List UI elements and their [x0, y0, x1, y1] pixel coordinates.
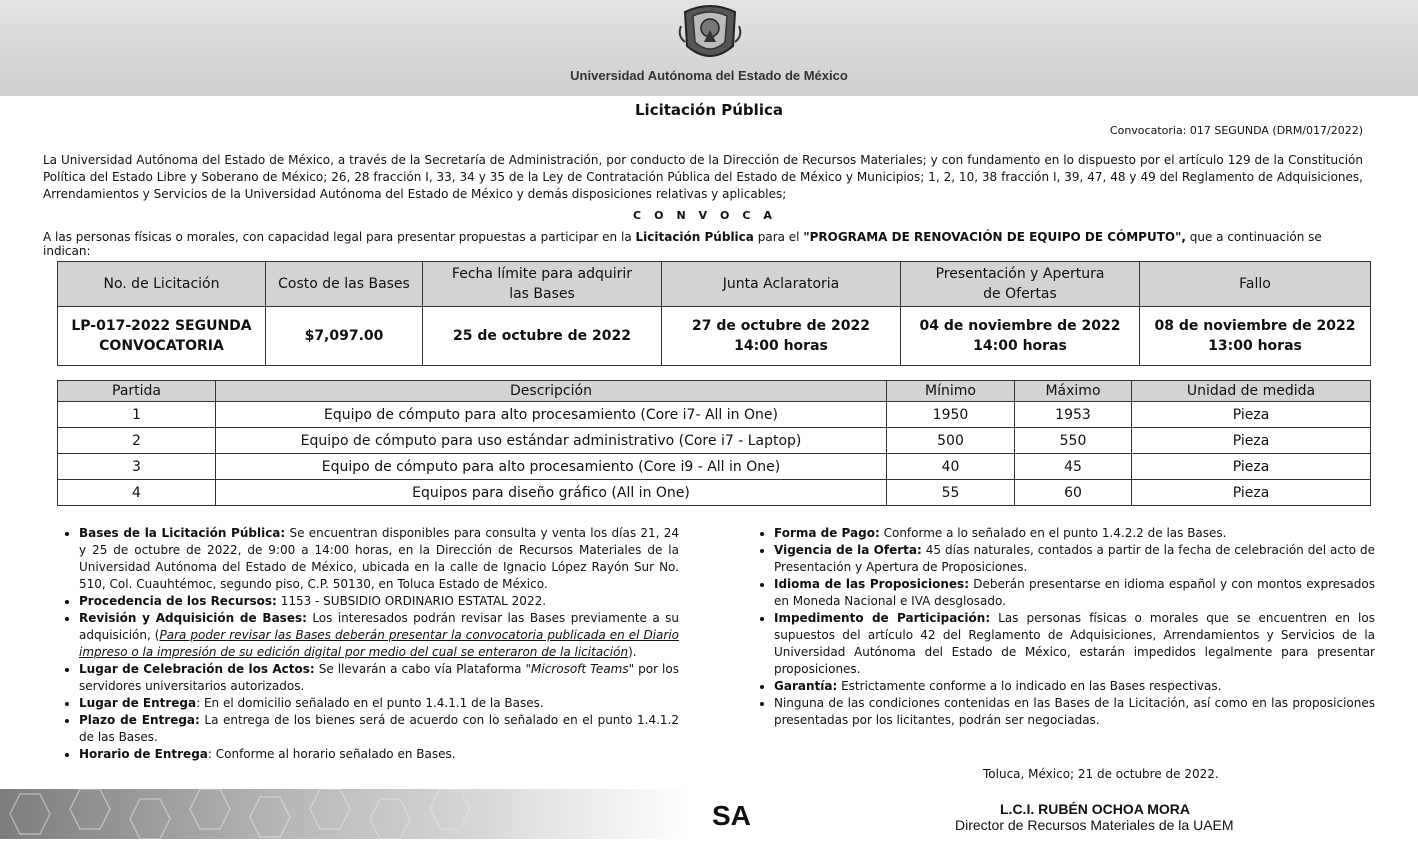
header-costo: Costo de las Bases — [266, 262, 423, 307]
conditions-list-right — [757, 525, 1375, 729]
cell-costo: $7,097.00 — [266, 307, 423, 366]
place-date: Toluca, México; 21 de octubre de 2022. — [983, 767, 1219, 781]
cell-descripcion: Equipo de cómputo para uso estándar administrativo (Core i7 - Laptop) — [216, 428, 887, 454]
cell-maximo: 550 — [1015, 428, 1132, 454]
cell-presentacion: 04 de noviembre de 2022 14:00 horas — [901, 307, 1140, 366]
sa-logo: SA — [712, 800, 751, 831]
table-row — [58, 428, 1371, 454]
table-row — [58, 480, 1371, 506]
cell-junta: 27 de octubre de 2022 14:00 horas — [662, 307, 901, 366]
cell-descripcion: Equipos para diseño gráfico (All in One) — [216, 480, 887, 506]
signer-title: Director de Recursos Materiales de la UAEM — [955, 817, 1234, 833]
list-item: • Plazo de Entrega: La entrega de los bienes será de acuerdo con lo señalado en el punto 1.4.1.2 de las Bases. — [79, 712, 679, 746]
list-item: • Horario de Entrega: Conforme al horario señalado en Bases. — [79, 746, 679, 763]
header-minimo: Mínimo — [887, 381, 1015, 402]
university-name: Universidad Autónoma del Estado de México — [570, 68, 848, 83]
cell-fallo: 08 de noviembre de 2022 13:00 horas — [1140, 307, 1371, 366]
cell-unidad: Pieza — [1132, 454, 1371, 480]
list-item: • Garantía: Estrictamente conforme a lo indicado en las Bases respectivas. — [774, 678, 1375, 695]
table-row — [58, 402, 1371, 428]
convoca-heading: CONVOCA — [633, 209, 785, 222]
cell-unidad: Pieza — [1132, 402, 1371, 428]
list-item: • Ninguna de las condiciones contenidas en las Bases de la Licitación, así como en las proposiciones presentadas por los licitantes, podrán ser negociadas. — [774, 695, 1375, 729]
schedule-header-row — [58, 262, 1371, 307]
header-maximo: Máximo — [1015, 381, 1132, 402]
cell-partida: 4 — [58, 480, 216, 506]
university-seal-icon — [677, 2, 743, 64]
header-descripcion: Descripción — [216, 381, 887, 402]
intro-paragraph: La Universidad Autónoma del Estado de México, a través de la Secretaría de Administración, por conducto de la Dirección de Recursos Materiales; y con fundamento en lo dispuesto por el artículo 129 de la Constitución Política del Estado Libre y Soberano de México; 26, 28 fracción I, 33, 34 y 35 de la Ley de Contratación Pública del Estado de México y Municipios; 1, 2, 10, 38 fracción I, 39, 47, 48 y 49 del Reglamento de Adquisiciones, Arrendamientos y Servicios de la Universidad Autónoma del Estado de México y demás disposiciones relativas y aplicables; — [43, 153, 1363, 201]
conditions-list-left — [62, 525, 679, 763]
signer-name: L.C.I. RUBÉN OCHOA MORA — [1000, 801, 1191, 817]
list-item: • Impedimento de Participación: Las personas físicas o morales que se encuentren en los supuestos del artículo 42 del Reglamento de Adquisiciones, Arrendamientos y Servicios de la Universidad Autónoma del Estado de México, estarán impedidos legalmente para presentar proposiciones. — [774, 610, 1375, 678]
list-item: • Forma de Pago: Conforme a lo señalado en el punto 1.4.2.2 de las Bases. — [774, 525, 1375, 542]
cell-maximo: 1953 — [1015, 402, 1132, 428]
cell-maximo: 45 — [1015, 454, 1132, 480]
hexagon-pattern-icon — [0, 789, 690, 839]
header-fecha: Fecha límite para adquirir las Bases — [423, 262, 662, 307]
invite-paragraph: A las personas físicas o morales, con capacidad legal para presentar propuestas a participar en la Licitación Pública para el "PROGRAMA DE RENOVACIÓN DE EQUIPO DE CÓMPUTO", que a continuación se indican: — [43, 230, 1322, 258]
header-presentacion: Presentación y Apertura de Ofertas — [901, 262, 1140, 307]
header-fallo: Fallo — [1140, 262, 1371, 307]
table-row — [58, 454, 1371, 480]
cell-maximo: 60 — [1015, 480, 1132, 506]
cell-descripcion: Equipo de cómputo para alto procesamiento (Core i9 - All in One) — [216, 454, 887, 480]
items-header-row — [58, 381, 1371, 402]
cell-unidad: Pieza — [1132, 480, 1371, 506]
header-num: No. de Licitación — [58, 262, 266, 307]
cell-minimo: 55 — [887, 480, 1015, 506]
list-item: • Idioma de las Proposiciones: Deberán presentarse en idioma español y con montos expresados en Moneda Nacional e IVA desglosado. — [774, 576, 1375, 610]
header-banner — [0, 0, 1418, 96]
schedule-table — [57, 261, 1371, 366]
cell-partida: 3 — [58, 454, 216, 480]
cell-minimo: 500 — [887, 428, 1015, 454]
list-item: • Vigencia de la Oferta: 45 días naturales, contados a partir de la fecha de celebración del acto de Presentación y Apertura de Proposiciones. — [774, 542, 1375, 576]
cell-minimo: 40 — [887, 454, 1015, 480]
cell-fecha: 25 de octubre de 2022 — [423, 307, 662, 366]
header-partida: Partida — [58, 381, 216, 402]
footer-decoration — [0, 789, 690, 839]
cell-descripcion: Equipo de cómputo para alto procesamiento (Core i7- All in One) — [216, 402, 887, 428]
list-item: • Revisión y Adquisición de Bases: Los interesados podrán revisar las Bases previamente a su adquisición, (Para poder revisar las Bases deberán presentar la convocatoria publicada en el Diario impreso o la impresión de su edición digital por medio del cual se enteraron de la licitación). — [79, 610, 679, 661]
header-junta: Junta Aclaratoria — [662, 262, 901, 307]
cell-num: LP-017-2022 SEGUNDA CONVOCATORIA — [58, 307, 266, 366]
list-item: • Lugar de Celebración de los Actos: Se llevarán a cabo vía Plataforma "Microsoft Teams" por los servidores universitarios autorizados. — [79, 661, 679, 695]
cell-partida: 1 — [58, 402, 216, 428]
list-item: • Lugar de Entrega: En el domicilio señalado en el punto 1.4.1.1 de la Bases. — [79, 695, 679, 712]
page-title: Licitación Pública — [635, 101, 783, 119]
cell-unidad: Pieza — [1132, 428, 1371, 454]
cell-partida: 2 — [58, 428, 216, 454]
items-table — [57, 380, 1371, 506]
header-unidad: Unidad de medida — [1132, 381, 1371, 402]
schedule-data-row — [58, 307, 1371, 366]
cell-minimo: 1950 — [887, 402, 1015, 428]
convocatoria-reference: Convocatoria: 017 SEGUNDA (DRM/017/2022) — [1109, 124, 1363, 137]
list-item: • Bases de la Licitación Pública: Se encuentran disponibles para consulta y venta los días 21, 24 y 25 de octubre de 2022, de 9:00 a 14:00 horas, en la Dirección de Recursos Materiales de la Universidad Autónoma del Estado de México, ubicada en la calle de Ignacio López Rayón Sur No. 510, Col. Cuauhtémoc, segundo piso, C.P. 50130, en Toluca Estado de México. — [79, 525, 679, 593]
list-item: • Procedencia de los Recursos: 1153 - SUBSIDIO ORDINARIO ESTATAL 2022. — [79, 593, 679, 610]
